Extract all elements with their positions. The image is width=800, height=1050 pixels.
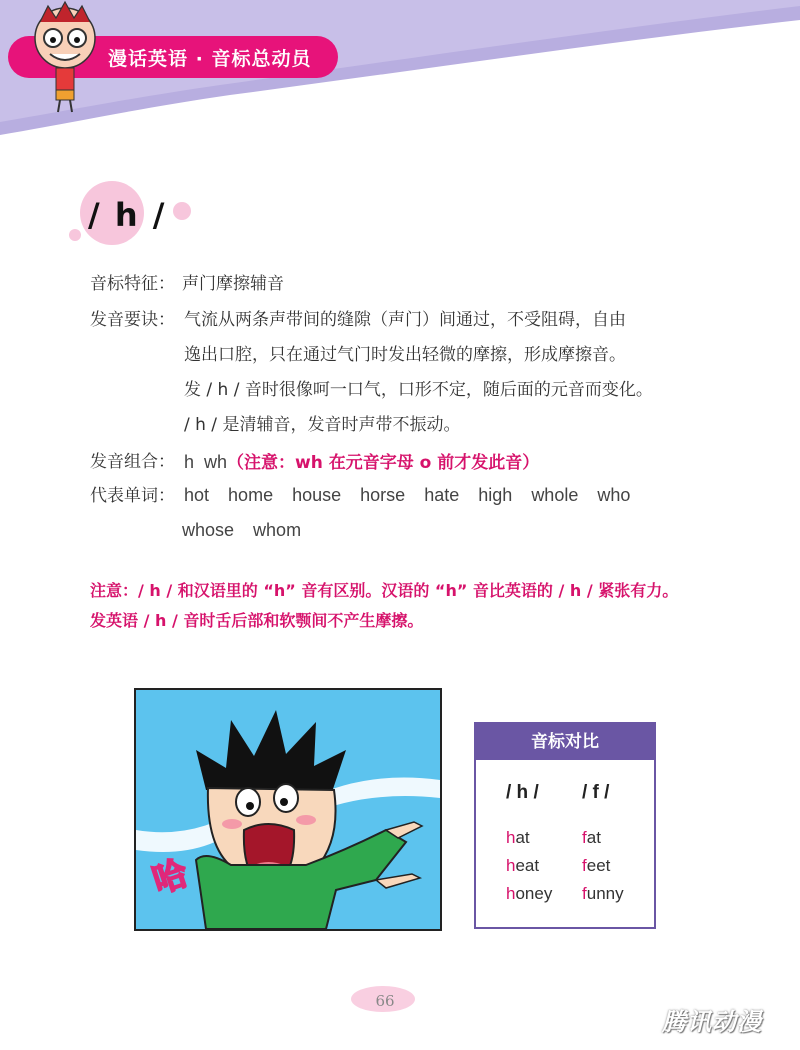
word: hate bbox=[424, 485, 460, 505]
word-rest: at bbox=[515, 828, 530, 847]
note-line-2: 发英语 / h / 音时舌后部和软颚间不产生摩擦。 bbox=[90, 611, 424, 630]
note-line-1: 注意：/ h / 和汉语里的 “h” 音有区别。汉语的 “h” 音比英语的 / h / 紧张有力。 bbox=[90, 581, 679, 600]
word: house bbox=[292, 485, 342, 505]
word-highlight: f bbox=[582, 828, 587, 847]
word: whole bbox=[531, 485, 579, 505]
comparison-word bbox=[506, 824, 552, 852]
comic-sfx: 哈 bbox=[148, 853, 193, 902]
comparison-column-f bbox=[582, 782, 624, 908]
word-highlight: f bbox=[582, 884, 587, 903]
word: who bbox=[597, 485, 631, 505]
word: whom bbox=[253, 520, 302, 540]
comparison-phoneme: / f / bbox=[582, 782, 610, 803]
combo-value: h wh bbox=[184, 452, 228, 472]
combo-label: 发音组合： bbox=[90, 452, 175, 472]
tips-label: 发音要诀： bbox=[90, 310, 175, 330]
word: horse bbox=[360, 485, 406, 505]
tips-line: 逸出口腔，只在通过气门时发出轻微的摩擦，形成摩擦音。 bbox=[184, 345, 626, 365]
header-title: 漫话英语 · 音标总动员 bbox=[108, 48, 312, 70]
feature-value: 声门摩擦辅音 bbox=[182, 274, 284, 294]
comparison-word bbox=[506, 852, 552, 880]
comparison-word bbox=[506, 880, 552, 908]
page-number: 66 bbox=[375, 992, 395, 1010]
combo-note: （注意：wh 在元音字母 o 前才发此音） bbox=[227, 453, 540, 473]
word-highlight: f bbox=[582, 856, 587, 875]
word-rest: eat bbox=[515, 856, 540, 875]
comparison-phoneme: / h / bbox=[506, 782, 539, 803]
comparison-word bbox=[582, 852, 624, 880]
tips-line: 发 / h / 音时很像呵一口气，口形不定，随后面的元音而变化。 bbox=[184, 380, 653, 400]
watermark: 腾讯动漫 bbox=[662, 1008, 762, 1036]
mascot-boy-icon bbox=[20, 0, 110, 115]
words-label: 代表单词： bbox=[90, 486, 175, 506]
comparison-word bbox=[582, 880, 624, 908]
words-line-2 bbox=[182, 519, 315, 541]
feature-row bbox=[90, 273, 284, 295]
comic-panel bbox=[134, 688, 442, 931]
word-rest: oney bbox=[515, 884, 553, 903]
word: hot bbox=[184, 485, 210, 505]
word-rest: eet bbox=[586, 856, 611, 875]
word-highlight: h bbox=[506, 884, 516, 903]
feature-label: 音标特征： bbox=[90, 274, 175, 294]
tips-line: / h / 是清辅音，发音时声带不振动。 bbox=[184, 415, 461, 435]
word: home bbox=[228, 485, 274, 505]
tips-line: 气流从两条声带间的缝隙（声门）间通过，不受阻碍，自由 bbox=[184, 310, 626, 330]
comic-illustration bbox=[136, 690, 440, 929]
word: high bbox=[478, 485, 513, 505]
word: whose bbox=[182, 520, 235, 540]
phoneme-title: / h / bbox=[88, 196, 167, 234]
comparison-column-h bbox=[506, 782, 552, 908]
comparison-title: 音标对比 bbox=[476, 724, 654, 760]
combo-row bbox=[184, 451, 539, 474]
word-rest: unny bbox=[586, 884, 624, 903]
word-highlight: h bbox=[506, 828, 516, 847]
phoneme-comparison-box bbox=[474, 722, 656, 929]
comparison-word bbox=[582, 824, 624, 852]
word-highlight: h bbox=[506, 856, 516, 875]
word-rest: at bbox=[586, 828, 601, 847]
words-line-1 bbox=[184, 484, 644, 506]
